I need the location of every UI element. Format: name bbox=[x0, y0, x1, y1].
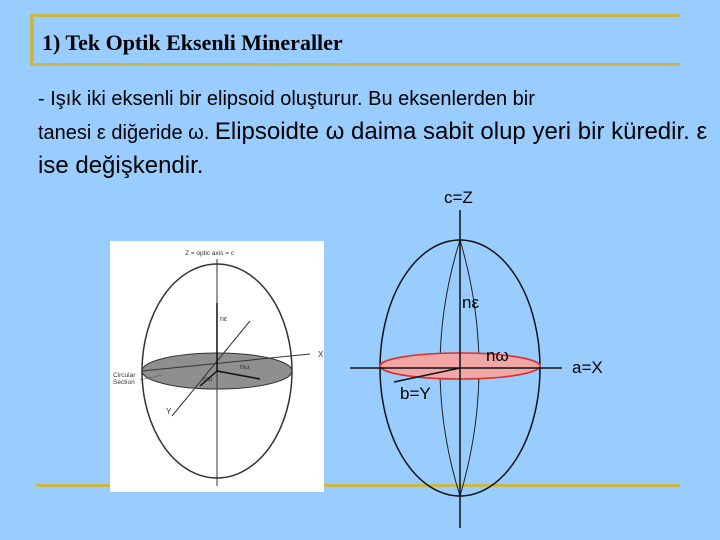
right-n-epsilon-label: nε bbox=[462, 293, 480, 312]
frame-top-line bbox=[30, 14, 680, 17]
right-b-label: b=Y bbox=[400, 384, 431, 403]
indicatrix-figure-left bbox=[110, 241, 324, 492]
left-n-omega-label-1: nω bbox=[240, 364, 250, 371]
body-text-line3: Elipsoidte ω daima sabit olup yeri bir küredir. ε ise değişkendir. bbox=[38, 118, 708, 179]
left-x-label: X bbox=[318, 350, 324, 359]
right-c-label: c=Z bbox=[444, 188, 473, 207]
left-axis-caption: Z = optic axis = c bbox=[185, 250, 235, 257]
indicatrix-left-svg bbox=[110, 241, 324, 492]
right-n-omega-label: nω bbox=[486, 346, 509, 365]
body-text-line1: - Işık iki eksenli bir elipsoid oluşturur. Bu eksenlerden bir bbox=[38, 88, 535, 110]
slide-title: 1) Tek Optik Eksenli Mineraller bbox=[42, 30, 343, 55]
body-text-line2: tanesi ε diğeride ω. bbox=[38, 122, 215, 144]
indicatrix-figure-right bbox=[340, 186, 630, 530]
left-n-epsilon-label: nε bbox=[220, 316, 228, 323]
left-y-label: Y bbox=[166, 407, 172, 416]
left-n-omega-label-2: nω bbox=[203, 376, 213, 383]
slide-body-text bbox=[38, 84, 708, 184]
frame-left-line bbox=[30, 14, 34, 66]
left-circular-label-1: Circular bbox=[113, 372, 136, 379]
title-underline bbox=[30, 63, 680, 66]
left-circular-label-2: Section bbox=[113, 379, 135, 386]
right-a-label: a=X bbox=[572, 358, 603, 377]
indicatrix-right-svg bbox=[340, 186, 630, 530]
